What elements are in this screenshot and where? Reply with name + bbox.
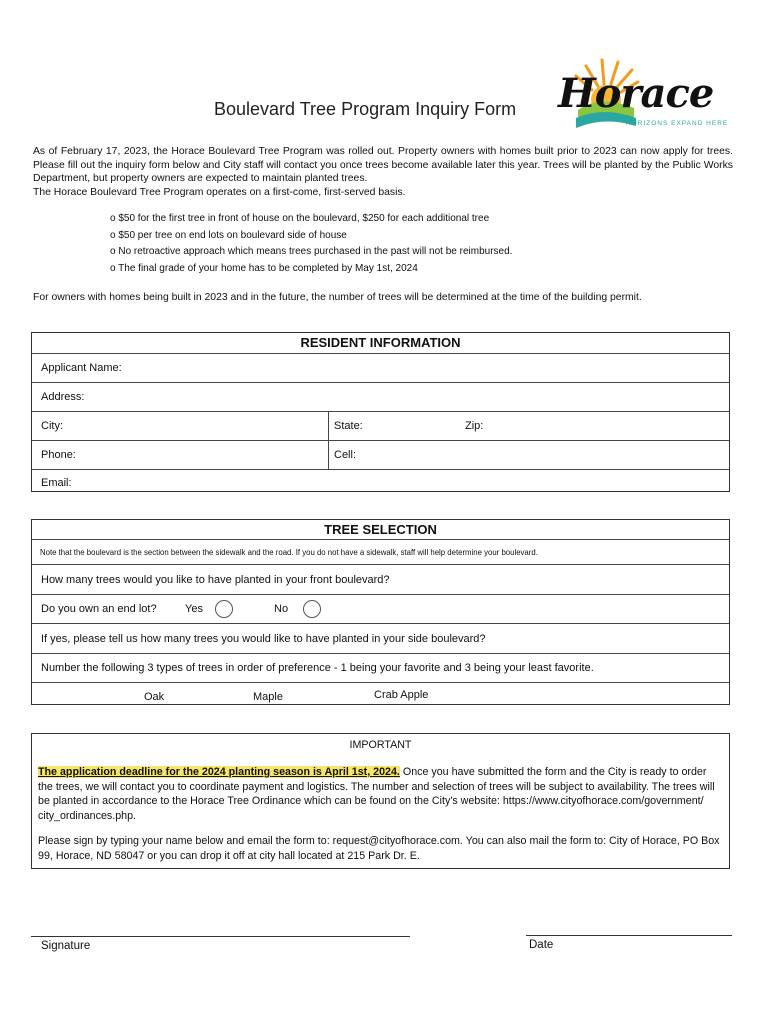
tree-heading: TREE SELECTION	[324, 522, 437, 537]
city-label: City:	[41, 420, 63, 432]
boulevard-note: Note that the boulevard is the section between the sidewalk and the road. If you do not have a sidewalk, staff will help determine your boulevard.	[40, 547, 538, 557]
important-section	[31, 733, 730, 869]
resident-heading: RESIDENT INFORMATION	[300, 335, 461, 350]
logo-wordmark: Horace	[558, 70, 714, 117]
tree-types-row	[32, 682, 729, 710]
no-radio[interactable]	[303, 600, 321, 618]
side-trees-question: If yes, please tell us how many trees you would like to have planted in your side boulevard?	[41, 632, 486, 645]
boulevard-note-row	[32, 539, 729, 564]
preference-row	[32, 653, 729, 682]
logo-tagline: HORIZONS EXPAND HERE	[626, 120, 729, 127]
intro-paragraph	[33, 145, 733, 199]
horace-logo	[556, 56, 736, 136]
list-item: o $50 per tree on end lots on boulevard side of house	[110, 228, 512, 245]
front-trees-question: How many trees would you like to have planted in your front boulevard?	[41, 573, 390, 586]
list-item: o The final grade of your home has to be completed by May 1st, 2024	[110, 261, 512, 278]
applicant-name-row[interactable]	[32, 353, 729, 382]
yes-radio[interactable]	[215, 600, 233, 618]
zip-label: Zip:	[465, 420, 484, 432]
state-label: State:	[334, 420, 363, 432]
end-lot-question: Do you own an end lot?	[41, 603, 157, 615]
maple-option[interactable]: Maple	[253, 690, 283, 703]
intro-basis: The Horace Boulevard Tree Program operates on a first-come, first-served basis.	[33, 186, 406, 198]
intro-text: As of February 17, 2023, the Horace Boulevard Tree Program was rolled out. Property owners with homes built prior to 2023 can now apply for trees. Please fill out the inquiry form below and City staff will contact you once trees become available later this year. Trees will be planted by the Public Works Department, but property owners are expected to maintain planted trees.	[33, 146, 733, 185]
important-text: Once you have submitted the form and the City is ready to order the trees, we will contact you to coordinate payment and logistics. The number and selection of trees will be subject to availability. The trees will be planted in accordance to the Horace Tree Ordinance which can be found on the City's website: https://www.cityofhorace.com/government/ city_ordinances.php.	[38, 766, 715, 822]
applicant-name-label: Applicant Name:	[41, 362, 122, 374]
divider	[328, 412, 329, 440]
signature-label: Signature	[41, 940, 91, 952]
fee-list	[110, 211, 512, 277]
email-label: Email:	[41, 477, 72, 489]
yes-label: Yes	[185, 603, 203, 615]
crab-apple-option[interactable]: Crab Apple	[374, 689, 429, 701]
list-item: o No retroactive approach which means trees purchased in the past will not be reimbursed.	[110, 244, 512, 261]
deadline-highlight: The application deadline for the 2024 planting season is April 1st, 2024.	[38, 766, 400, 778]
oak-option[interactable]: Oak	[144, 690, 165, 703]
no-label: No	[274, 603, 289, 615]
side-trees-row[interactable]	[32, 623, 729, 653]
front-trees-row[interactable]	[32, 564, 729, 594]
address-label: Address:	[41, 391, 85, 403]
date-label: Date	[529, 939, 554, 951]
address-row[interactable]	[32, 382, 729, 411]
end-lot-row	[32, 594, 729, 623]
important-heading: IMPORTANT	[349, 739, 412, 751]
city-state-zip-row	[32, 411, 729, 440]
phone-label: Phone:	[41, 449, 76, 461]
phone-cell-row	[32, 440, 729, 469]
cell-label: Cell:	[334, 449, 357, 461]
important-body	[38, 765, 721, 863]
signature-line[interactable]	[31, 936, 410, 937]
sign-instructions: Please sign by typing your name below and email the form to: request@cityofhorace.com. You can also mail the form to: City of Horace, PO Box 99, Horace, ND 58047 or you can drop it off at city hall located at 215 Park Dr. E.	[38, 835, 720, 862]
tree-selection-section	[31, 519, 730, 705]
owners-note: For owners with homes being built in 2023 and in the future, the number of trees will be determined at the time of the building permit.	[33, 292, 642, 303]
preference-instruction: Number the following 3 types of trees in order of preference - 1 being your favorite and 3 being your least favorite.	[41, 662, 594, 674]
date-line[interactable]	[526, 935, 732, 936]
divider	[328, 441, 329, 469]
resident-information-section	[31, 332, 730, 492]
email-row[interactable]	[32, 469, 729, 496]
page-title: Boulevard Tree Program Inquiry Form	[214, 99, 517, 119]
list-item: o $50 for the first tree in front of house on the boulevard, $250 for each additional tree	[110, 211, 512, 228]
